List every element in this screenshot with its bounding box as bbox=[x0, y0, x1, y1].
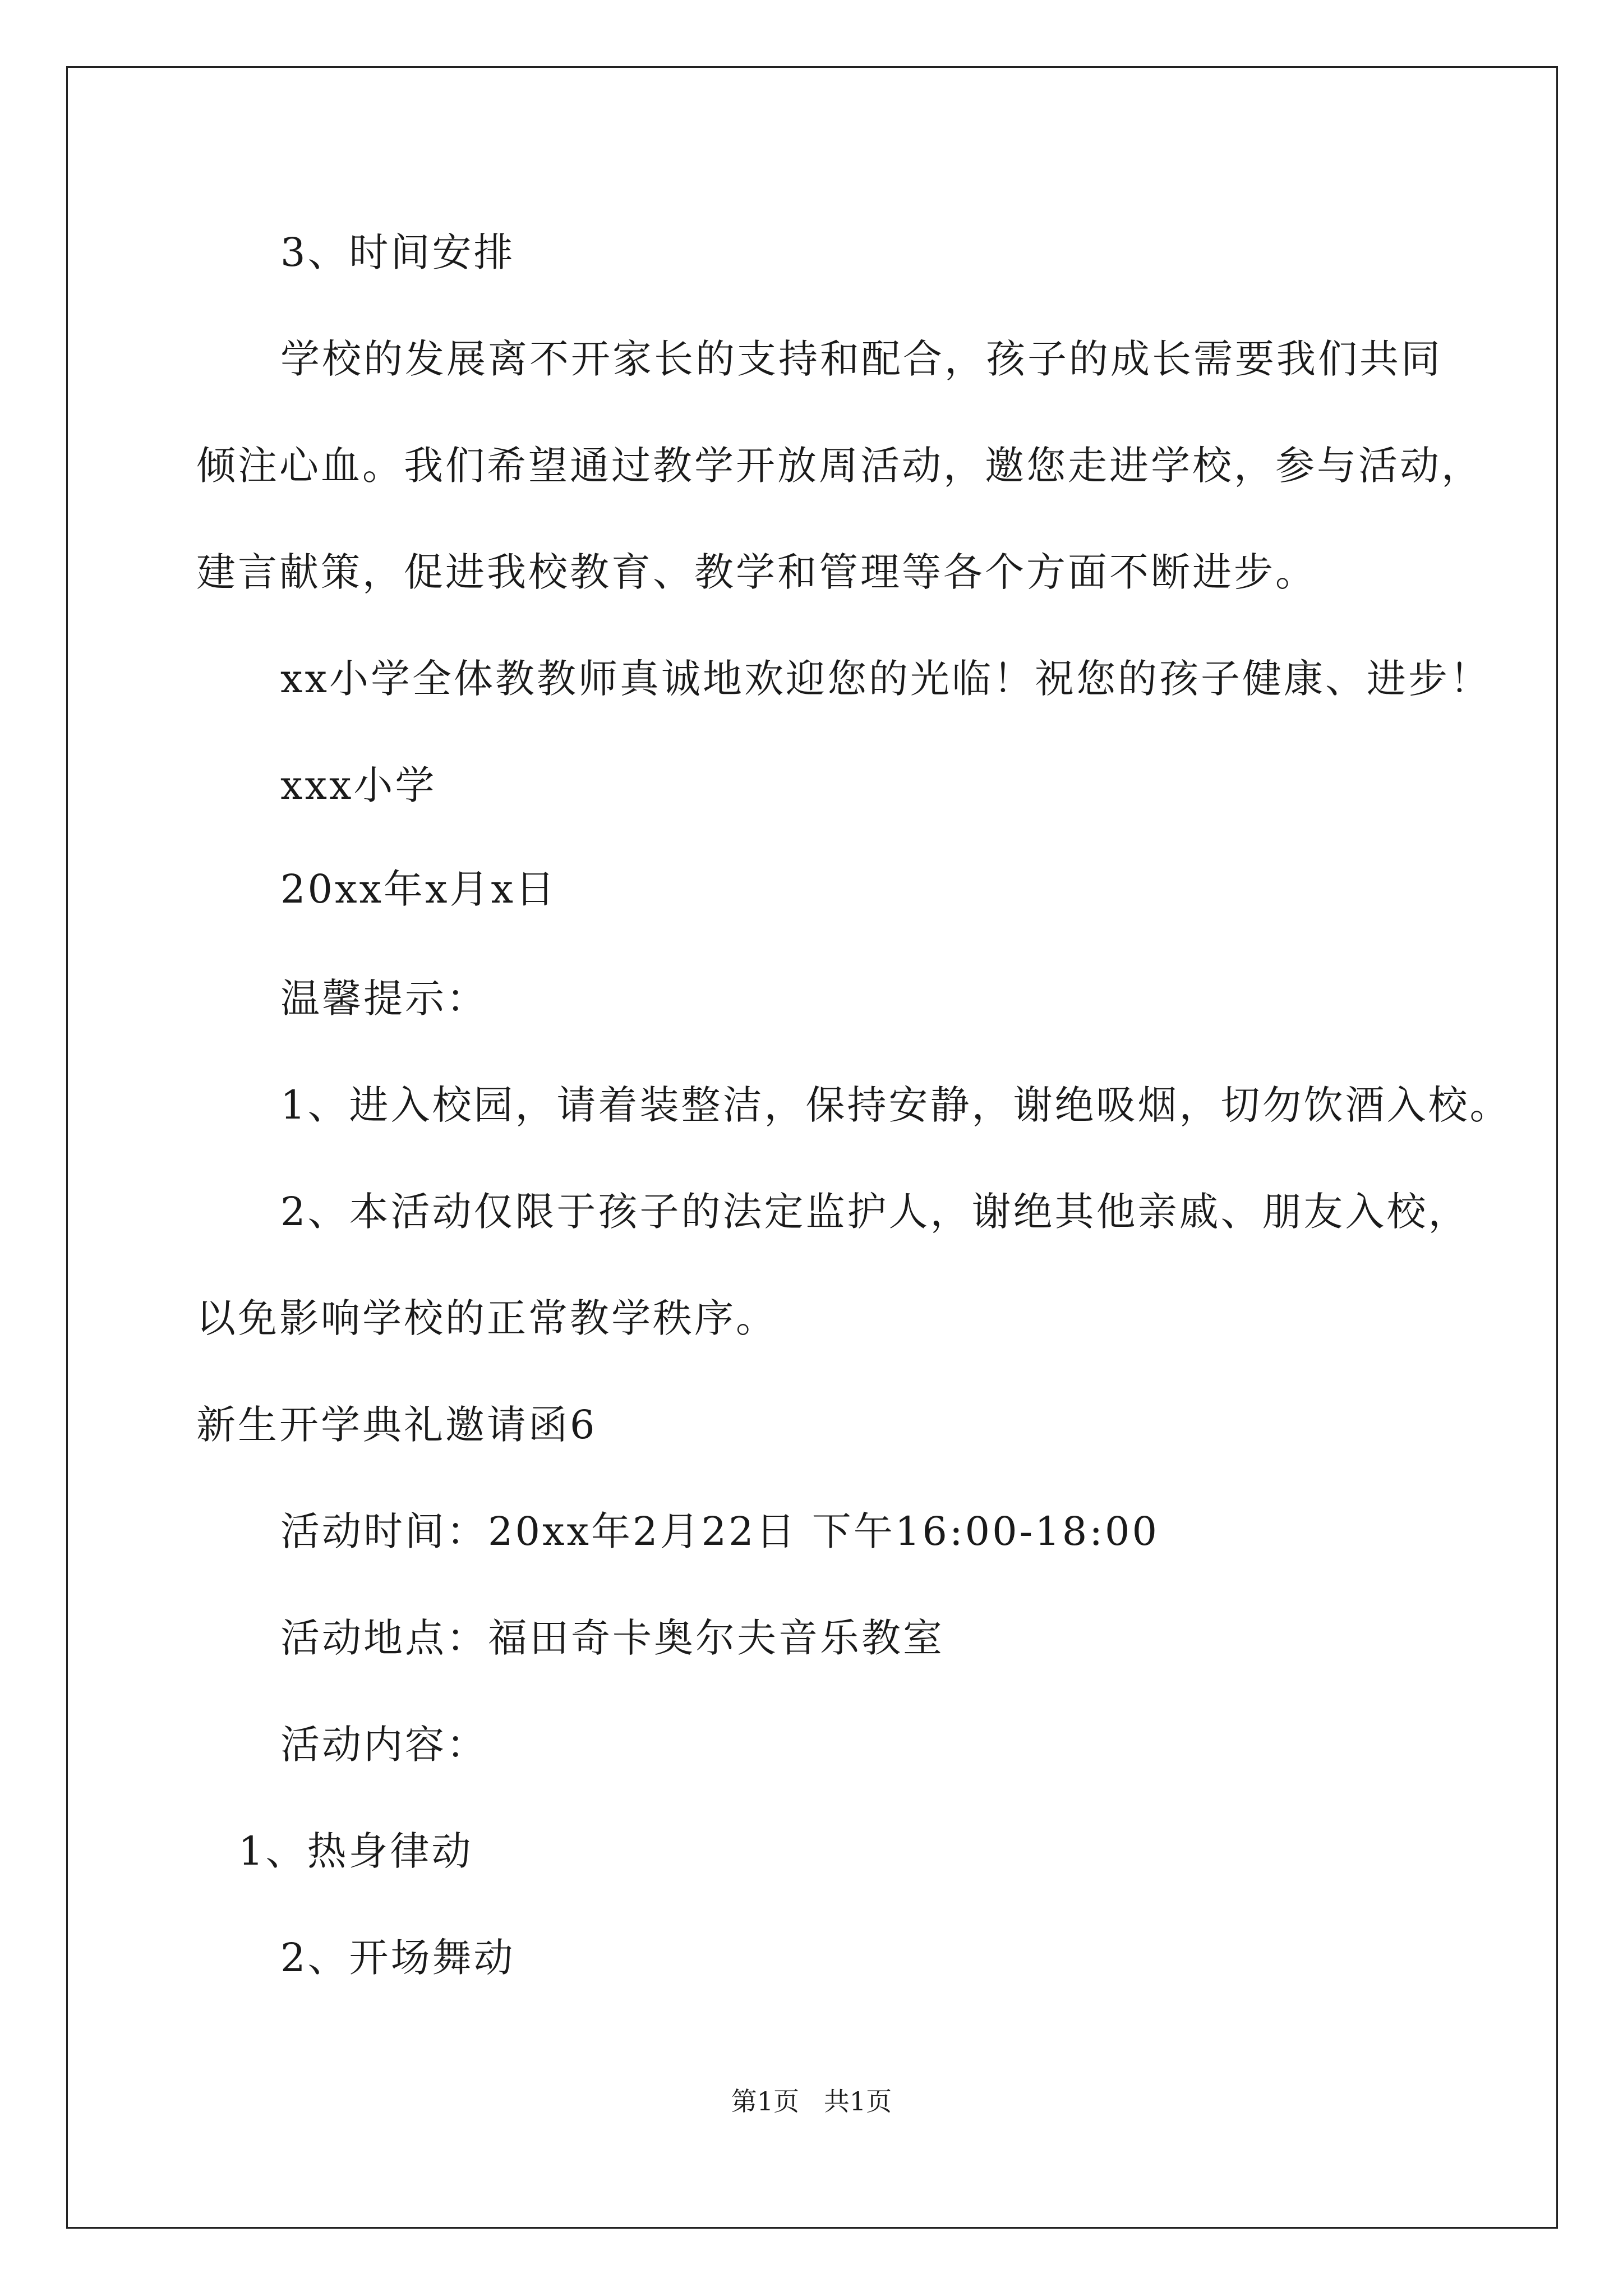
text-line: 20xx年x月x日 bbox=[280, 866, 557, 912]
text-line: 1、进入校园，请着装整洁，保持安静，谢绝吸烟，切勿饮酒入校。 bbox=[280, 1082, 1511, 1128]
text-line: 1、热身律动 bbox=[238, 1828, 473, 1874]
text-line: 2、本活动仅限于孩子的法定监护人，谢绝其他亲戚、朋友入校， bbox=[280, 1189, 1470, 1235]
page-number-footer: 第1页 共1页 bbox=[731, 2086, 892, 2116]
text-line: 建言献策，促进我校教育、教学和管理等各个方面不断进步。 bbox=[196, 549, 1317, 595]
text-line: 活动地点：福田奇卡奥尔夫音乐教室 bbox=[280, 1615, 944, 1661]
text-line: 活动内容： bbox=[280, 1722, 488, 1768]
text-line: 倾注心血。我们希望通过教学开放周活动，邀您走进学校，参与活动， bbox=[196, 443, 1483, 489]
text-line: 2、开场舞动 bbox=[280, 1935, 515, 1981]
text-line: 温馨提示： bbox=[280, 976, 488, 1022]
text-line: 活动时间：20xx年2月22日 下午16:00-18:00 bbox=[280, 1508, 1159, 1554]
page-border bbox=[66, 66, 1558, 2229]
text-line: 3、时间安排 bbox=[280, 229, 515, 275]
text-line: xx小学全体教教师真诚地欢迎您的光临！祝您的孩子健康、进步！ bbox=[280, 656, 1491, 702]
section-heading: 新生开学典礼邀请函6 bbox=[196, 1402, 597, 1448]
text-line: 以免影响学校的正常教学秩序。 bbox=[196, 1295, 777, 1341]
text-line: 学校的发展离不开家长的支持和配合，孩子的成长需要我们共同 bbox=[280, 336, 1442, 382]
text-line: xxx小学 bbox=[280, 762, 437, 808]
